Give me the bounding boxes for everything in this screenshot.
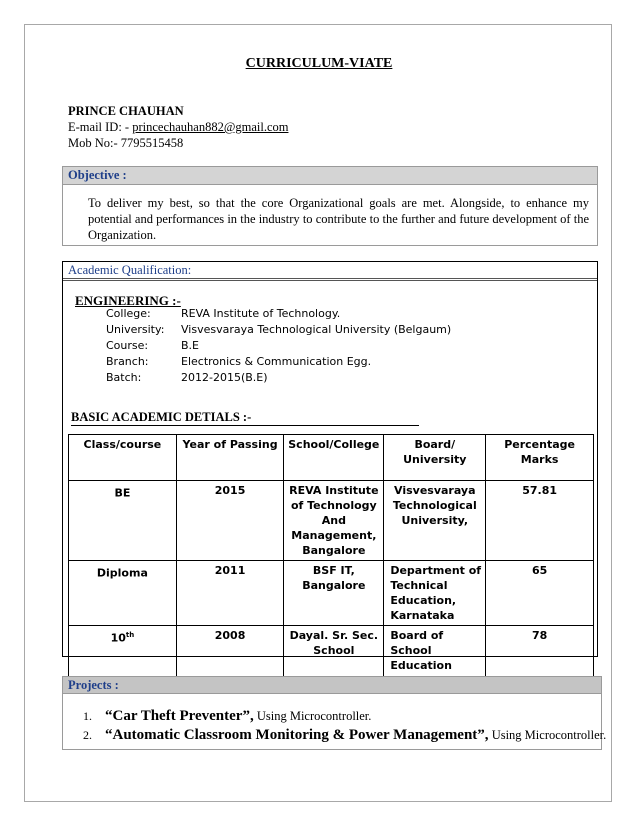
engineering-title: ENGINEERING :- xyxy=(75,293,181,308)
qualification-table xyxy=(68,434,594,691)
year-cell: 2011 xyxy=(176,561,284,626)
engineering-key: Batch: xyxy=(106,371,142,384)
engineering-key: Course: xyxy=(106,339,149,352)
engineering-value: 2012-2015(B.E) xyxy=(181,371,268,384)
column-header: School/College xyxy=(284,435,384,481)
mobile-line: Mob No:- 7795515458 xyxy=(68,136,184,150)
engineering-key: College: xyxy=(106,307,151,320)
marks-cell: 57.81 xyxy=(486,481,594,561)
table-row xyxy=(69,481,594,561)
candidate-name: PRINCE CHAUHAN xyxy=(68,104,184,118)
academic-section xyxy=(62,261,598,672)
school-cell: BSF IT, Bangalore xyxy=(284,561,384,626)
table-row xyxy=(69,561,594,626)
marks-cell: 65 xyxy=(486,561,594,626)
contact-block xyxy=(68,103,288,151)
engineering-value: B.E xyxy=(181,339,199,352)
email-link[interactable]: princechauhan882@gmail.com xyxy=(132,120,289,134)
project-item xyxy=(83,708,371,725)
board-cell: Visvesvaraya Technological University, xyxy=(384,481,486,561)
project-item xyxy=(83,727,606,744)
column-header: Class/course xyxy=(69,435,177,481)
email-line xyxy=(68,119,288,135)
objective-header: Objective : xyxy=(63,167,597,185)
engineering-key: Branch: xyxy=(106,355,149,368)
basic-details-title: BASIC ACADEMIC DETIALS :- xyxy=(71,410,419,426)
project-title: “Car Theft Preventer”, xyxy=(105,708,254,724)
objective-section xyxy=(62,166,598,246)
project-number: 2. xyxy=(83,728,92,742)
class-cell: Diploma xyxy=(69,561,177,626)
year-cell: 2015 xyxy=(176,481,284,561)
objective-text: To deliver my best, so that the core Organizational goals are met. Alongside, to enhance my potential and performances in the industry to contribute to the further and future development of the Organization. xyxy=(88,196,589,242)
year-cell: 2008 xyxy=(176,626,284,691)
engineering-key: University: xyxy=(106,323,165,336)
board-cell: Department of Technical Education, Karnataka xyxy=(384,561,486,626)
project-number: 1. xyxy=(83,709,92,723)
class-cell: BE xyxy=(69,481,177,561)
column-header: Percentage Marks xyxy=(486,435,594,481)
table-header-row xyxy=(69,435,594,481)
engineering-value: Visvesvaraya Technological University (Belgaum) xyxy=(181,323,452,336)
email-label: E-mail ID: - xyxy=(68,120,133,134)
school-cell: Dayal. Sr. Sec. School xyxy=(284,626,384,691)
class-cell: 10th xyxy=(69,626,177,691)
document-title: CURRICULUM-VIATE xyxy=(245,56,393,71)
project-suffix: Using Microcontroller. xyxy=(488,728,607,742)
project-suffix: Using Microcontroller. xyxy=(253,709,372,723)
engineering-value: REVA Institute of Technology. xyxy=(181,307,341,320)
column-header: Board/ University xyxy=(384,435,486,481)
projects-section xyxy=(62,676,607,750)
board-cell: Board of School Education xyxy=(384,626,486,691)
projects-header: Projects : xyxy=(63,677,601,694)
column-header: Year of Passing xyxy=(176,435,284,481)
project-title: “Automatic Classroom Monitoring & Power Management”, xyxy=(105,727,489,743)
school-cell: REVA Institute of Technology And Management, Bangalore xyxy=(284,481,384,561)
engineering-value: Electronics & Communication Egg. xyxy=(181,355,372,368)
academic-header: Academic Qualification: xyxy=(63,262,597,281)
marks-cell: 78 xyxy=(486,626,594,691)
